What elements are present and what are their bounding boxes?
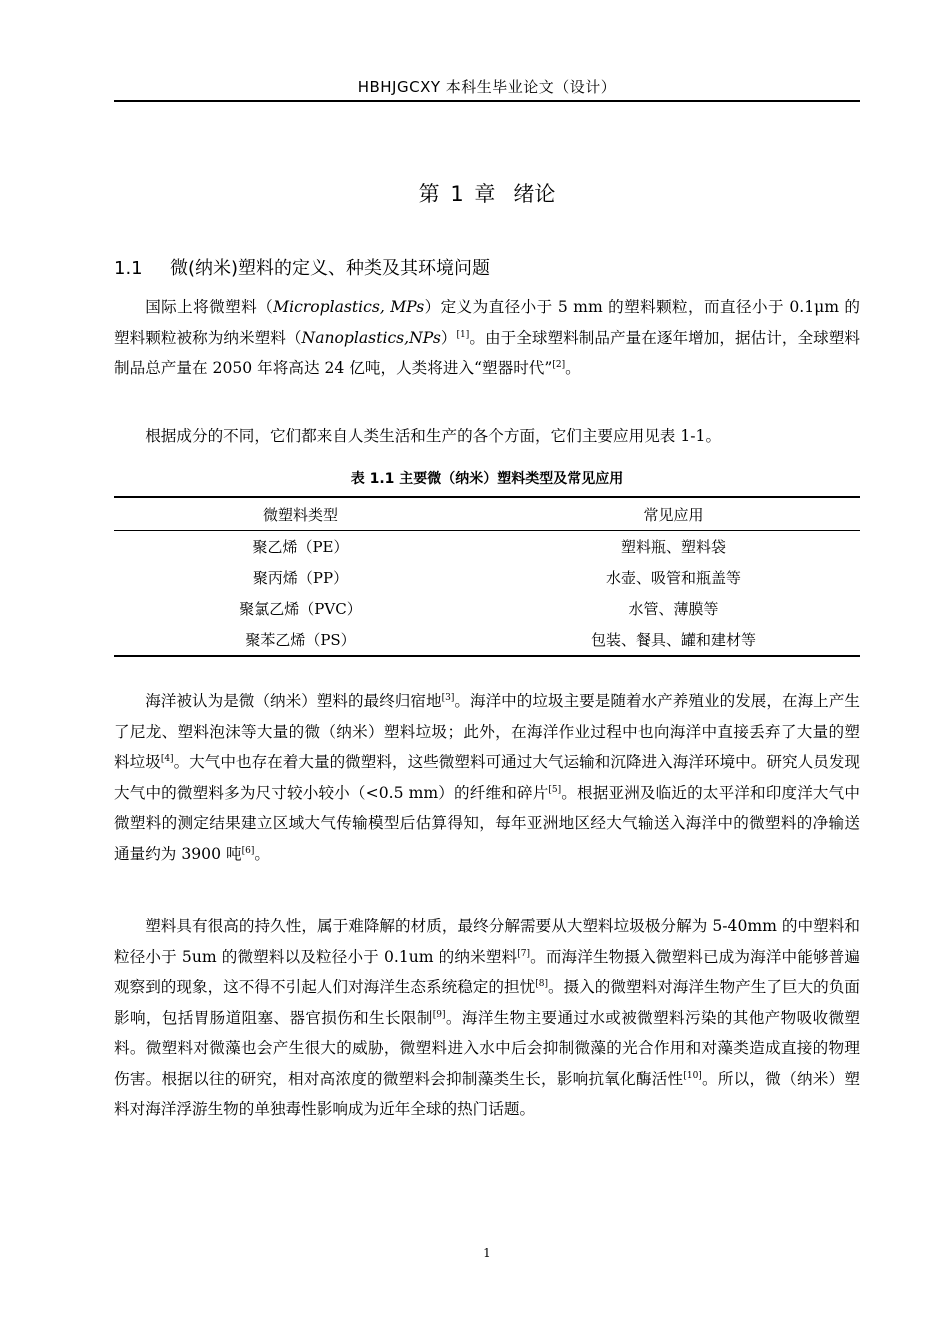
table-cell: 聚丙烯（PP） xyxy=(252,569,349,587)
paragraph-table-intro: 根据成分的不同，它们都来自人类生活和生产的各个方面，它们主要应用见表 1-1。 xyxy=(145,427,722,445)
citation-ref: [8] xyxy=(535,979,548,989)
text-run: ） xyxy=(440,328,457,347)
text-run: 。 xyxy=(565,359,581,377)
text-run: 。由于全球塑料制品产量在逐年增加，据估计，全球塑料制品总产量在 2050 年将高达 24 亿吨，人类将进入“塑器时代” xyxy=(114,328,860,377)
citation-ref: [7] xyxy=(517,948,530,959)
chapter-title xyxy=(114,178,860,208)
table-row xyxy=(114,593,860,624)
table-cell: 聚氯乙烯（PVC） xyxy=(239,600,362,618)
table-cell: 聚苯乙烯（PS） xyxy=(114,624,487,656)
table-cell: 包装、餐具、罐和建材等 xyxy=(487,624,860,656)
text-run: 国际上将微塑料（ xyxy=(145,298,274,316)
citation-ref: [5] xyxy=(548,784,562,795)
citation-ref: [1] xyxy=(456,329,470,340)
citation-ref: [4] xyxy=(160,754,174,764)
text-run: 。摄入的微塑料对海洋生物产生了巨大的负面影响，包括胃肠道阻塞、器官损伤和生长限制 xyxy=(114,978,860,1027)
text-run: 海洋被认为是微（纳米）塑料的最终归宿地 xyxy=(145,692,442,710)
paragraph-marine-impacts xyxy=(114,911,860,1125)
text-run: 。所以，微（纳米）塑料对海洋浮游生物的单独毒性影响成为近年全球的热门话题。 xyxy=(114,1069,860,1118)
citation-ref: [10] xyxy=(683,1070,702,1081)
table-cell: 聚乙烯（PE） xyxy=(252,538,349,556)
table-caption: 表 1.1 主要微（纳米）塑料类型及常见应用 xyxy=(350,471,624,487)
table-cell: 塑料瓶、塑料袋 xyxy=(620,538,726,556)
page-header: HBHJGCXY 本科生毕业论文（设计） xyxy=(357,78,617,96)
page-number: 1 xyxy=(483,1246,491,1260)
citation-ref: [9] xyxy=(432,1009,446,1020)
text-run: 塑料具有很高的持久性，属于难降解的材质，最终分解需要从大塑料垃圾极分解为 5-40mm 的中塑料和粒径小于 5um 的微塑料以及粒径小于 0.1um 的纳米塑料 xyxy=(114,917,860,966)
table-row xyxy=(114,562,860,593)
citation-ref: [3] xyxy=(441,693,455,703)
column-header-type: 微塑料类型 xyxy=(114,497,487,531)
term-italic: Microplastics, MPs xyxy=(273,298,425,316)
term-italic: Nanoplastics,NPs xyxy=(301,328,441,347)
text-run: 。根据亚洲及临近的太平洋和印度洋大气中微塑料的测定结果建立区域大气传输模型后估算得知，每年亚洲地区经大气输送入海洋中的微塑料的净输送通量约为 3900 吨 xyxy=(114,783,860,863)
section-number: 1.1 xyxy=(114,258,143,279)
text-run: 。 xyxy=(254,844,270,863)
paragraph-marine-sources xyxy=(114,686,860,869)
table-header-row xyxy=(114,497,860,531)
citation-ref: [2] xyxy=(552,360,566,370)
paragraph-definition xyxy=(114,292,860,384)
text-run: ）定义为直径小于 5 mm 的塑料颗粒，而直径小于 0.1μm 的塑料颗粒被称为纳米塑料（ xyxy=(114,298,860,347)
table-row xyxy=(114,531,860,563)
text-run: 。海洋中的垃圾主要是随着水产养殖业的发展，在海上产生了尼龙、塑料泡沫等大量的微（纳米）塑料垃圾；此外，在海洋作业过程中也向海洋中直接丢弃了大量的塑料垃圾 xyxy=(114,692,860,771)
table-cell: 水管、薄膜等 xyxy=(628,600,719,618)
chapter-number: 第 1 章 xyxy=(418,182,496,206)
text-run: 。大气中也存在着大量的微塑料，这些微塑料可通过大气运输和沉降进入海洋环境中。研究人员发现大气中的微塑料多为尺寸较小较小（<0.5 mm）的纤维和碎片 xyxy=(114,753,860,802)
section-name: 微(纳米)塑料的定义、种类及其环境问题 xyxy=(170,258,491,279)
section-title xyxy=(114,254,490,280)
plastic-types-table xyxy=(114,496,860,657)
column-header-application: 常见应用 xyxy=(487,497,860,531)
header-divider xyxy=(114,100,860,102)
chapter-name: 绪论 xyxy=(513,182,556,206)
table-row xyxy=(114,624,860,656)
table-cell: 水壶、吸管和瓶盖等 xyxy=(605,569,741,587)
text-run: 。而海洋生物摄入微塑料已成为海洋中能够普遍观察到的现象，这不得不引起人们对海洋生态系统稳定的担忧 xyxy=(114,947,860,996)
citation-ref: [6] xyxy=(241,845,255,856)
text-run: 。海洋生物主要通过水或被微塑料污染的其他产物吸收微塑料。微塑料对微藻也会产生很大的威胁，微塑料进入水中后会抑制微藻的光合作用和对藻类造成直接的物理伤害。根据以往的研究，相对高浓度的微塑料会抑制藻类生长，影响抗氧化酶活性 xyxy=(114,1008,860,1088)
